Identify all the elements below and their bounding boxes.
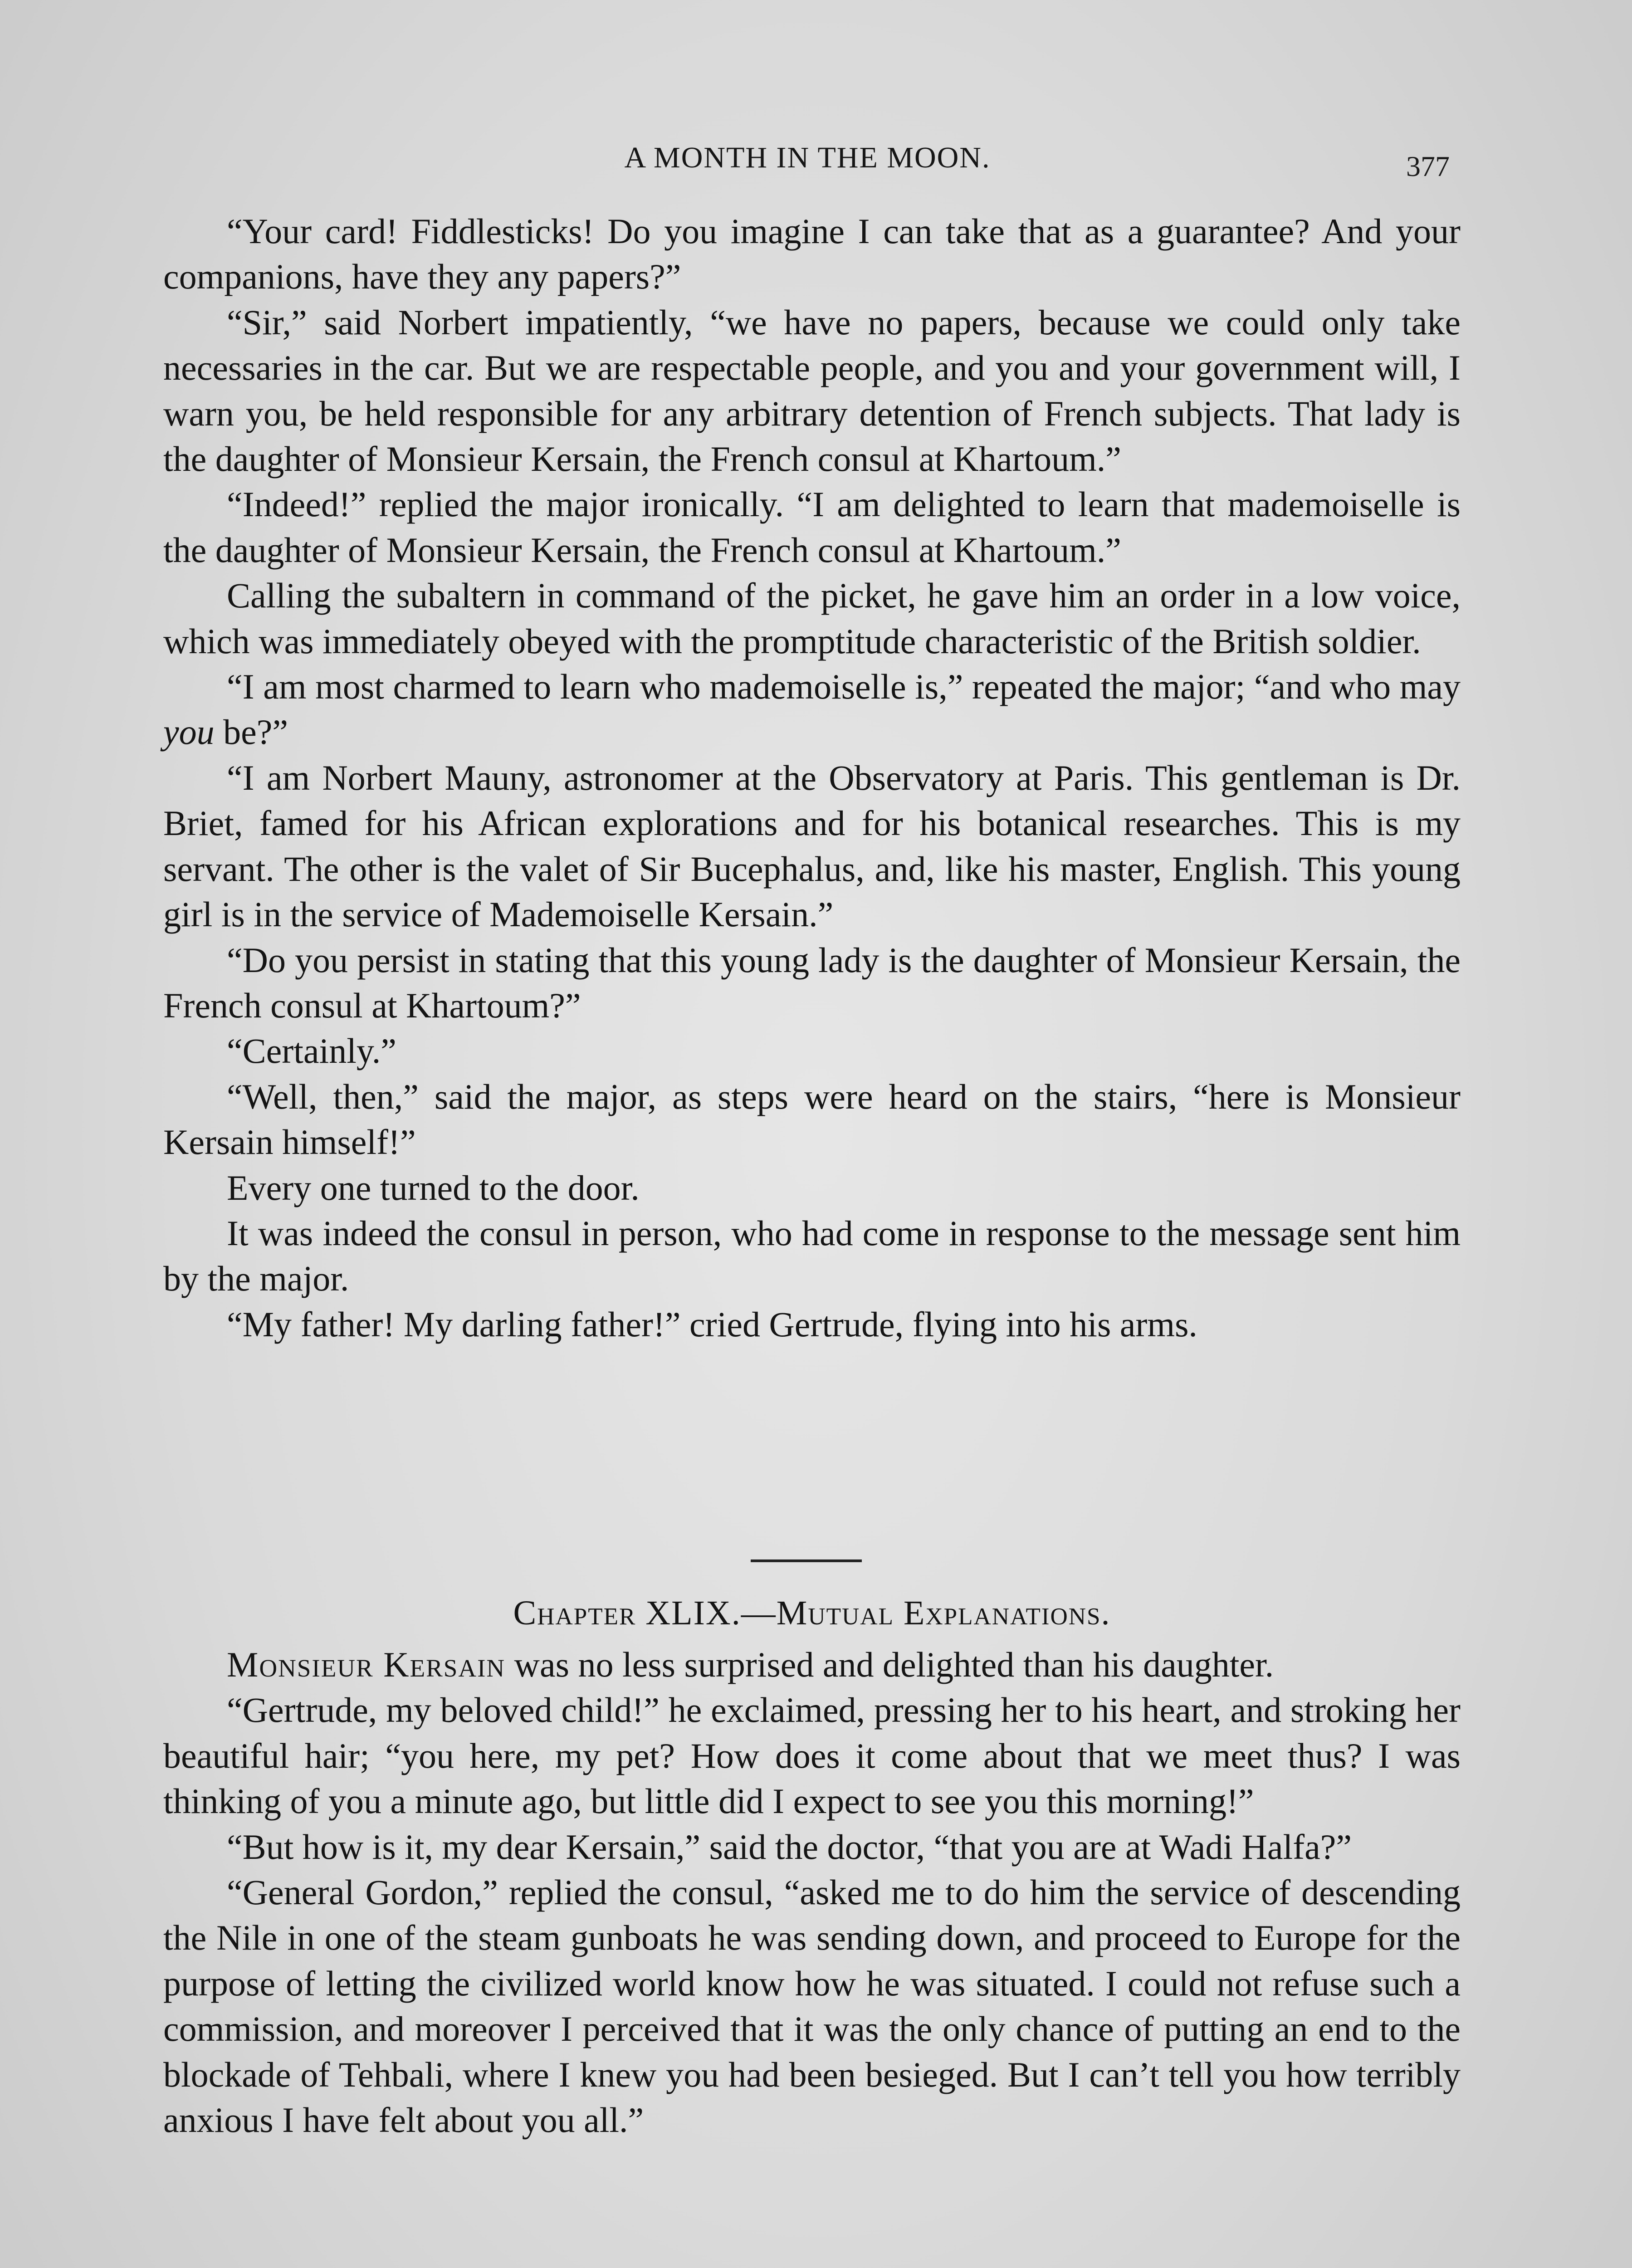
body-text-bottom xyxy=(163,1642,1461,2143)
paragraph: “Indeed!” replied the major ironically. “I am delighted to learn that mademoiselle is the daughter of Monsieur Kersain, the French consul at Khartoum.” xyxy=(163,484,1461,570)
paragraph: “General Gordon,” replied the consul, “asked me to do him the service of descending the Nile in one of the steam gunboats he was sending down, and proceed to Europe for the purpose of letting the civilized world know how he was situated. I could not refuse such a commission, and moreover I perceived that it was the only chance of putting an end to the blockade of Tehbali, where I knew you had been besieged. But I can’t tell you how terribly anxious I have felt about you all.” xyxy=(163,1872,1461,2140)
emphasis-text: you xyxy=(163,712,215,752)
paragraph: “Your card! Fiddlesticks! Do you imagine I can take that as a guarantee? And your companions, have they any papers?” xyxy=(163,211,1461,297)
paragraph: “My father! My darling father!” cried Gertrude, flying into his arms. xyxy=(227,1304,1197,1344)
section-divider xyxy=(751,1559,862,1562)
paragraph: “Gertrude, my beloved child!” he exclaimed, pressing her to his heart, and stroking her beautiful hair; “you here, my pet? How does it come about that we meet thus? I was thinking of you a minute ago, but little did I expect to see you this morning!” xyxy=(163,1690,1461,1821)
paragraph: “But how is it, my dear Kersain,” said the doctor, “that you are at Wadi Halfa?” xyxy=(227,1827,1352,1867)
paragraph-text: be?” xyxy=(214,712,288,752)
paragraph-text: was no less surprised and delighted than his daughter. xyxy=(505,1645,1274,1684)
running-header: A MONTH IN THE MOON. xyxy=(624,141,991,174)
paragraph: “Certainly.” xyxy=(227,1031,396,1071)
paragraph: “Sir,” said Norbert impatiently, “we have no papers, because we could only take necessaries in the car. But we are respectable people, and you and your government will, I warn you, be held responsible for any arbitrary detention of French subjects. That lady is the daughter of Monsieur Kersain, the French consul at Khartoum.” xyxy=(163,302,1461,479)
paragraph-text: “I am most charmed to learn who mademoiselle is,” repeated the major; “and who may xyxy=(227,667,1461,707)
paragraph: It was indeed the consul in person, who had come in response to the message sent him by the major. xyxy=(163,1213,1461,1299)
paragraph: Every one turned to the door. xyxy=(227,1168,640,1207)
paragraph xyxy=(163,664,1461,755)
paragraph: “I am Norbert Mauny, astronomer at the Observatory at Paris. This gentleman is Dr. Briet, famed for his African explorations and for his botanical researches. This is my servant. The other is the valet of Sir Bucephalus, and, like his master, English. This young girl is in the service of Mademoiselle Kersain.” xyxy=(163,758,1461,934)
page-number: 377 xyxy=(1406,150,1450,182)
paragraph: “Do you persist in stating that this young lady is the daughter of Monsieur Kersain, the French consul at Khartoum?” xyxy=(163,940,1461,1025)
paragraph xyxy=(163,1642,1461,1687)
paragraph: “Well, then,” said the major, as steps were heard on the stairs, “here is Monsieur Kersain himself!” xyxy=(163,1076,1461,1162)
chapter-heading: Chapter XLIX.—Mutual Explanations. xyxy=(513,1594,1111,1632)
body-text-top xyxy=(163,209,1461,1347)
chapter-lead-words: Monsieur Kersain xyxy=(227,1645,506,1684)
paragraph: Calling the subaltern in command of the picket, he gave him an order in a low voice, which was immediately obeyed with the promptitude characteristic of the British soldier. xyxy=(163,576,1461,661)
